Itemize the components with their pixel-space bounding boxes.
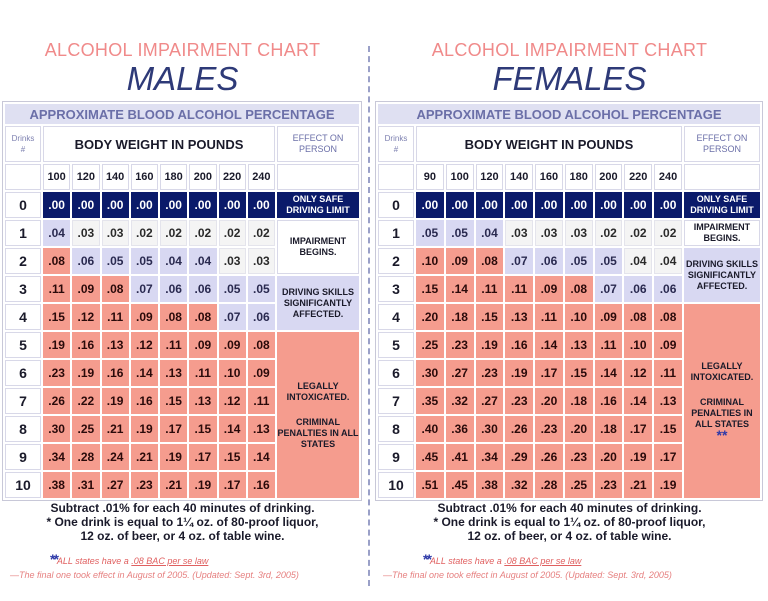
drinks-count: 5 [5,332,41,358]
law-prefix: ALL states have a [429,556,505,566]
bac-cell: .16 [505,332,533,358]
sex-heading: MALES [126,60,239,97]
drinks-label: Drinks [384,134,408,143]
drinks-hash: # [20,145,26,154]
bac-cell: .23 [595,472,623,498]
bac-cell: .00 [595,192,623,218]
bac-cell: .18 [595,416,623,442]
bac-cell: .13 [248,416,275,442]
bac-cell: .03 [102,220,129,246]
bac-cell: .14 [624,388,652,414]
bac-cell: .26 [43,388,70,414]
law-note [423,551,581,567]
bac-cell: .40 [416,416,444,442]
final-note: —The final one took effect in August of 2005. (Updated: Sept. 3rd, 2005) [10,570,299,580]
drinks-count: 3 [378,276,414,302]
bac-cell: .20 [416,304,444,330]
bac-cell: .12 [131,332,158,358]
bac-cell: .15 [476,304,504,330]
bac-cell: .38 [43,472,70,498]
effect-driving-skills: DRIVING SKILLS SIGNIFICANTLY AFFECTED. [684,248,760,302]
bac-cell: .00 [565,192,593,218]
bac-cell: .11 [160,332,187,358]
bac-cell: .00 [654,192,682,218]
weight-100: 100 [446,164,474,190]
bac-cell: .00 [102,192,129,218]
effect-legal-text: LEGALLY INTOXICATED. [690,361,754,382]
bac-cell: .23 [43,360,70,386]
bac-cell: .10 [565,304,593,330]
bac-cell: .21 [131,444,158,470]
bac-cell: .10 [624,332,652,358]
bac-cell: .30 [416,360,444,386]
stars-marker: ** [716,427,728,443]
bac-cell: .12 [624,360,652,386]
law-link[interactable]: .08 BAC per se law [131,556,209,566]
bac-cell: .36 [446,416,474,442]
table-row [5,332,359,358]
bac-cell: .05 [131,248,158,274]
effect-header: EFFECT ON PERSON [277,126,359,162]
bac-cell: .16 [248,472,275,498]
bac-cell: .03 [505,220,533,246]
bac-cell: .20 [535,388,563,414]
bac-cell: .03 [565,220,593,246]
bac-cell: .02 [595,220,623,246]
weight-220: 220 [624,164,652,190]
weight-220: 220 [219,164,246,190]
bac-cell: .19 [476,332,504,358]
bac-cell: .27 [102,472,129,498]
bac-cell: .17 [189,444,216,470]
bac-cell: .05 [219,276,246,302]
bac-cell: .23 [476,360,504,386]
drinks-count: 6 [378,360,414,386]
note-line-3: 12 oz. of beer, or 4 oz. of table wine. [467,529,672,543]
bac-cell: .14 [535,332,563,358]
bac-cell: .26 [505,416,533,442]
panel-divider [368,46,371,586]
bac-cell: .13 [160,360,187,386]
drinks-label: Drinks [11,134,35,143]
bac-cell: .06 [654,276,682,302]
bac-cell: .14 [248,444,275,470]
females-panel [373,0,766,601]
blank-cell [5,164,41,190]
bac-cell: .09 [595,304,623,330]
bac-cell: .17 [535,360,563,386]
bac-cell: .19 [189,472,216,498]
bac-cell: .21 [160,472,187,498]
bac-cell: .00 [535,192,563,218]
bac-cell: .22 [72,388,99,414]
bac-cell: .11 [189,360,216,386]
bac-cell: .21 [624,472,652,498]
effect-safe-limit: ONLY SAFE DRIVING LIMIT [277,192,359,218]
effect-driving-skills: DRIVING SKILLS SIGNIFICANTLY AFFECTED. [277,276,359,330]
bac-table [3,102,361,500]
bac-cell: .00 [248,192,275,218]
drinks-count: 7 [378,388,414,414]
bac-cell: .08 [248,332,275,358]
bac-cell: .10 [219,360,246,386]
bac-cell: .02 [654,220,682,246]
bac-cell: .00 [160,192,187,218]
bac-cell: .04 [624,248,652,274]
drinks-count: 3 [5,276,41,302]
bac-cell: .19 [654,472,682,498]
bac-cell: .25 [416,332,444,358]
drinks-count: 2 [378,248,414,274]
bac-cell: .05 [446,220,474,246]
bac-cell: .19 [72,360,99,386]
drinks-count: 5 [378,332,414,358]
bac-cell: .07 [219,304,246,330]
drinks-count: 8 [5,416,41,442]
table-row [378,192,760,218]
bac-cell: .19 [43,332,70,358]
effect-safe-limit: ONLY SAFE DRIVING LIMIT [684,192,760,218]
bac-cell: .06 [535,248,563,274]
bac-cell: .35 [416,388,444,414]
weight-180: 180 [160,164,187,190]
bac-cell: .30 [43,416,70,442]
notes [373,501,766,543]
bac-cell: .04 [43,220,70,246]
law-note [50,551,208,567]
bac-cell: .09 [446,248,474,274]
drinks-count: 7 [5,388,41,414]
weight-200: 200 [189,164,216,190]
bac-cell: .29 [505,444,533,470]
weight-100: 100 [43,164,70,190]
bac-cell: .13 [102,332,129,358]
bac-cell: .24 [102,444,129,470]
bac-cell: .00 [505,192,533,218]
effect-criminal-text: CRIMINAL PENALTIES IN ALL STATES [691,397,753,429]
final-note: —The final one took effect in August of 2005. (Updated: Sept. 3rd, 2005) [383,570,672,580]
bac-cell: .15 [189,416,216,442]
bac-cell: .16 [595,388,623,414]
bac-cell: .12 [72,304,99,330]
bac-cell: .07 [505,248,533,274]
bac-cell: .00 [416,192,444,218]
bac-cell: .19 [131,416,158,442]
weight-240: 240 [248,164,275,190]
drinks-count: 9 [5,444,41,470]
bac-cell: .27 [476,388,504,414]
bac-cell: .28 [535,472,563,498]
bac-cell: .06 [248,304,275,330]
bac-cell: .13 [565,332,593,358]
bac-cell: .02 [160,220,187,246]
bac-cell: .11 [654,360,682,386]
bac-cell: .04 [654,248,682,274]
drinks-count: 8 [378,416,414,442]
table-row [5,220,359,246]
bac-cell: .02 [624,220,652,246]
bac-cell: .08 [624,304,652,330]
bac-cell: .07 [595,276,623,302]
bac-cell: .05 [595,248,623,274]
bac-cell: .04 [476,220,504,246]
drinks-count: 10 [5,472,41,498]
bac-header: APPROXIMATE BLOOD ALCOHOL PERCENTAGE [5,104,359,124]
effect-legally-intoxicated [684,304,760,498]
bac-cell: .13 [654,388,682,414]
weight-180: 180 [565,164,593,190]
stars-marker: ** [423,551,430,567]
spacer [277,403,359,417]
drinks-count: 2 [5,248,41,274]
bac-cell: .05 [248,276,275,302]
bac-cell: .09 [189,332,216,358]
note-line-1: Subtract .01% for each 40 minutes of drinking. [50,501,315,515]
bac-cell: .18 [565,388,593,414]
note-line-3: 12 oz. of beer, or 4 oz. of table wine. [80,529,285,543]
bac-cell: .12 [219,388,246,414]
bac-cell: .09 [219,332,246,358]
bac-cell: .09 [535,276,563,302]
bac-cell: .11 [535,304,563,330]
weight-160: 160 [131,164,158,190]
drinks-count: 9 [378,444,414,470]
table-row [378,220,760,246]
bac-cell: .11 [476,276,504,302]
bac-cell: .07 [131,276,158,302]
bac-cell: .15 [160,388,187,414]
bac-cell: .06 [72,248,99,274]
bac-table-container [2,101,362,501]
bac-cell: .03 [219,248,246,274]
bac-cell: .11 [102,304,129,330]
body-weight-header: BODY WEIGHT IN POUNDS [43,126,275,162]
bac-cell: .27 [446,360,474,386]
bac-cell: .08 [476,248,504,274]
bac-cell: .15 [43,304,70,330]
note-line-2: * One drink is equal to 1¼ oz. of 80-proof liquor, [433,515,706,529]
drinks-count: 1 [5,220,41,246]
bac-cell: .10 [416,248,444,274]
bac-cell: .16 [102,360,129,386]
bac-cell: .31 [72,472,99,498]
bac-cell: .23 [535,416,563,442]
bac-cell: .19 [505,360,533,386]
bac-cell: .17 [624,416,652,442]
stars-marker: ** [50,551,57,567]
bac-cell: .14 [219,416,246,442]
bac-cell: .17 [654,444,682,470]
drinks-count: 10 [378,472,414,498]
bac-cell: .04 [189,248,216,274]
notes [0,501,365,543]
bac-cell: .05 [102,248,129,274]
bac-cell: .02 [131,220,158,246]
bac-cell: .00 [43,192,70,218]
drinks-header [378,126,414,162]
bac-cell: .08 [102,276,129,302]
blank-cell [378,164,414,190]
bac-cell: .03 [72,220,99,246]
weight-140: 140 [505,164,533,190]
bac-cell: .15 [416,276,444,302]
table-row [5,276,359,302]
bac-cell: .32 [505,472,533,498]
note-line-2: * One drink is equal to 1¼ oz. of 80-proof liquor, [46,515,319,529]
bac-table [376,102,762,500]
bac-cell: .25 [72,416,99,442]
bac-cell: .08 [565,276,593,302]
effect-impairment: IMPAIRMENT BEGINS. [684,220,760,246]
bac-cell: .00 [476,192,504,218]
bac-cell: .14 [595,360,623,386]
drinks-count: 4 [378,304,414,330]
bac-cell: .45 [416,444,444,470]
chart-title: ALCOHOL IMPAIRMENT CHART [431,40,708,60]
effect-impairment: IMPAIRMENT BEGINS. [277,220,359,274]
bac-cell: .19 [624,444,652,470]
bac-cell: .18 [446,304,474,330]
blank-cell [684,164,760,190]
bac-cell: .00 [219,192,246,218]
weight-140: 140 [102,164,129,190]
sex-heading: FEMALES [492,60,647,97]
drinks-count: 4 [5,304,41,330]
bac-cell: .06 [160,276,187,302]
bac-cell: .23 [505,388,533,414]
bac-cell: .02 [189,220,216,246]
bac-cell: .13 [189,388,216,414]
drinks-count: 0 [5,192,41,218]
blank-cell [277,164,359,190]
bac-cell: .23 [446,332,474,358]
effect-criminal-text: CRIMINAL PENALTIES IN ALL STATES [277,416,359,449]
bac-cell: .21 [102,416,129,442]
law-link[interactable]: .08 BAC per se law [504,556,582,566]
bac-cell: .06 [189,276,216,302]
bac-cell: .00 [131,192,158,218]
bac-cell: .08 [189,304,216,330]
weight-120: 120 [476,164,504,190]
bac-cell: .03 [248,248,275,274]
bac-cell: .05 [416,220,444,246]
bac-cell: .17 [219,472,246,498]
bac-cell: .34 [43,444,70,470]
bac-cell: .14 [446,276,474,302]
bac-cell: .38 [476,472,504,498]
weight-200: 200 [595,164,623,190]
law-prefix: ALL states have a [56,556,132,566]
bac-cell: .23 [131,472,158,498]
bac-cell: .08 [160,304,187,330]
bac-cell: .19 [102,388,129,414]
note-line-1: Subtract .01% for each 40 minutes of drinking. [437,501,702,515]
bac-cell: .15 [219,444,246,470]
bac-cell: .20 [595,444,623,470]
bac-cell: .00 [624,192,652,218]
bac-cell: .08 [654,304,682,330]
bac-cell: .23 [565,444,593,470]
weight-90: 90 [416,164,444,190]
bac-cell: .02 [219,220,246,246]
bac-cell: .16 [131,388,158,414]
bac-cell: .11 [505,276,533,302]
body-weight-header: BODY WEIGHT IN POUNDS [416,126,682,162]
bac-cell: .19 [160,444,187,470]
bac-cell: .34 [476,444,504,470]
weight-120: 120 [72,164,99,190]
drinks-count: 0 [378,192,414,218]
bac-cell: .00 [446,192,474,218]
bac-cell: .28 [72,444,99,470]
effect-header: EFFECT ON PERSON [684,126,760,162]
bac-cell: .16 [72,332,99,358]
table-row [378,304,760,330]
bac-cell: .09 [654,332,682,358]
bac-cell: .11 [43,276,70,302]
table-row [378,248,760,274]
bac-cell: .00 [72,192,99,218]
bac-cell: .06 [624,276,652,302]
drinks-header [5,126,41,162]
bac-cell: .05 [565,248,593,274]
bac-cell: .30 [476,416,504,442]
spacer [684,383,760,397]
effect-legal-text: LEGALLY INTOXICATED. [286,380,350,402]
weight-160: 160 [535,164,563,190]
bac-header: APPROXIMATE BLOOD ALCOHOL PERCENTAGE [378,104,760,124]
bac-cell: .04 [160,248,187,274]
bac-cell: .14 [131,360,158,386]
bac-cell: .15 [654,416,682,442]
table-row [5,192,359,218]
weight-240: 240 [654,164,682,190]
bac-cell: .03 [535,220,563,246]
bac-cell: .09 [248,360,275,386]
bac-cell: .11 [595,332,623,358]
bac-cell: .32 [446,388,474,414]
bac-cell: .20 [565,416,593,442]
bac-cell: .45 [446,472,474,498]
bac-cell: .08 [43,248,70,274]
males-panel [0,0,365,601]
bac-cell: .02 [248,220,275,246]
bac-cell: .09 [72,276,99,302]
bac-cell: .00 [189,192,216,218]
bac-cell: .15 [565,360,593,386]
bac-cell: .13 [505,304,533,330]
bac-cell: .11 [248,388,275,414]
effect-legally-intoxicated [277,332,359,498]
bac-cell: .25 [565,472,593,498]
bac-cell: .41 [446,444,474,470]
bac-table-container [375,101,763,501]
drinks-hash: # [393,145,399,154]
bac-cell: .51 [416,472,444,498]
bac-cell: .09 [131,304,158,330]
bac-cell: .17 [160,416,187,442]
drinks-count: 1 [378,220,414,246]
drinks-count: 6 [5,360,41,386]
chart-title: ALCOHOL IMPAIRMENT CHART [44,40,321,60]
bac-cell: .26 [535,444,563,470]
